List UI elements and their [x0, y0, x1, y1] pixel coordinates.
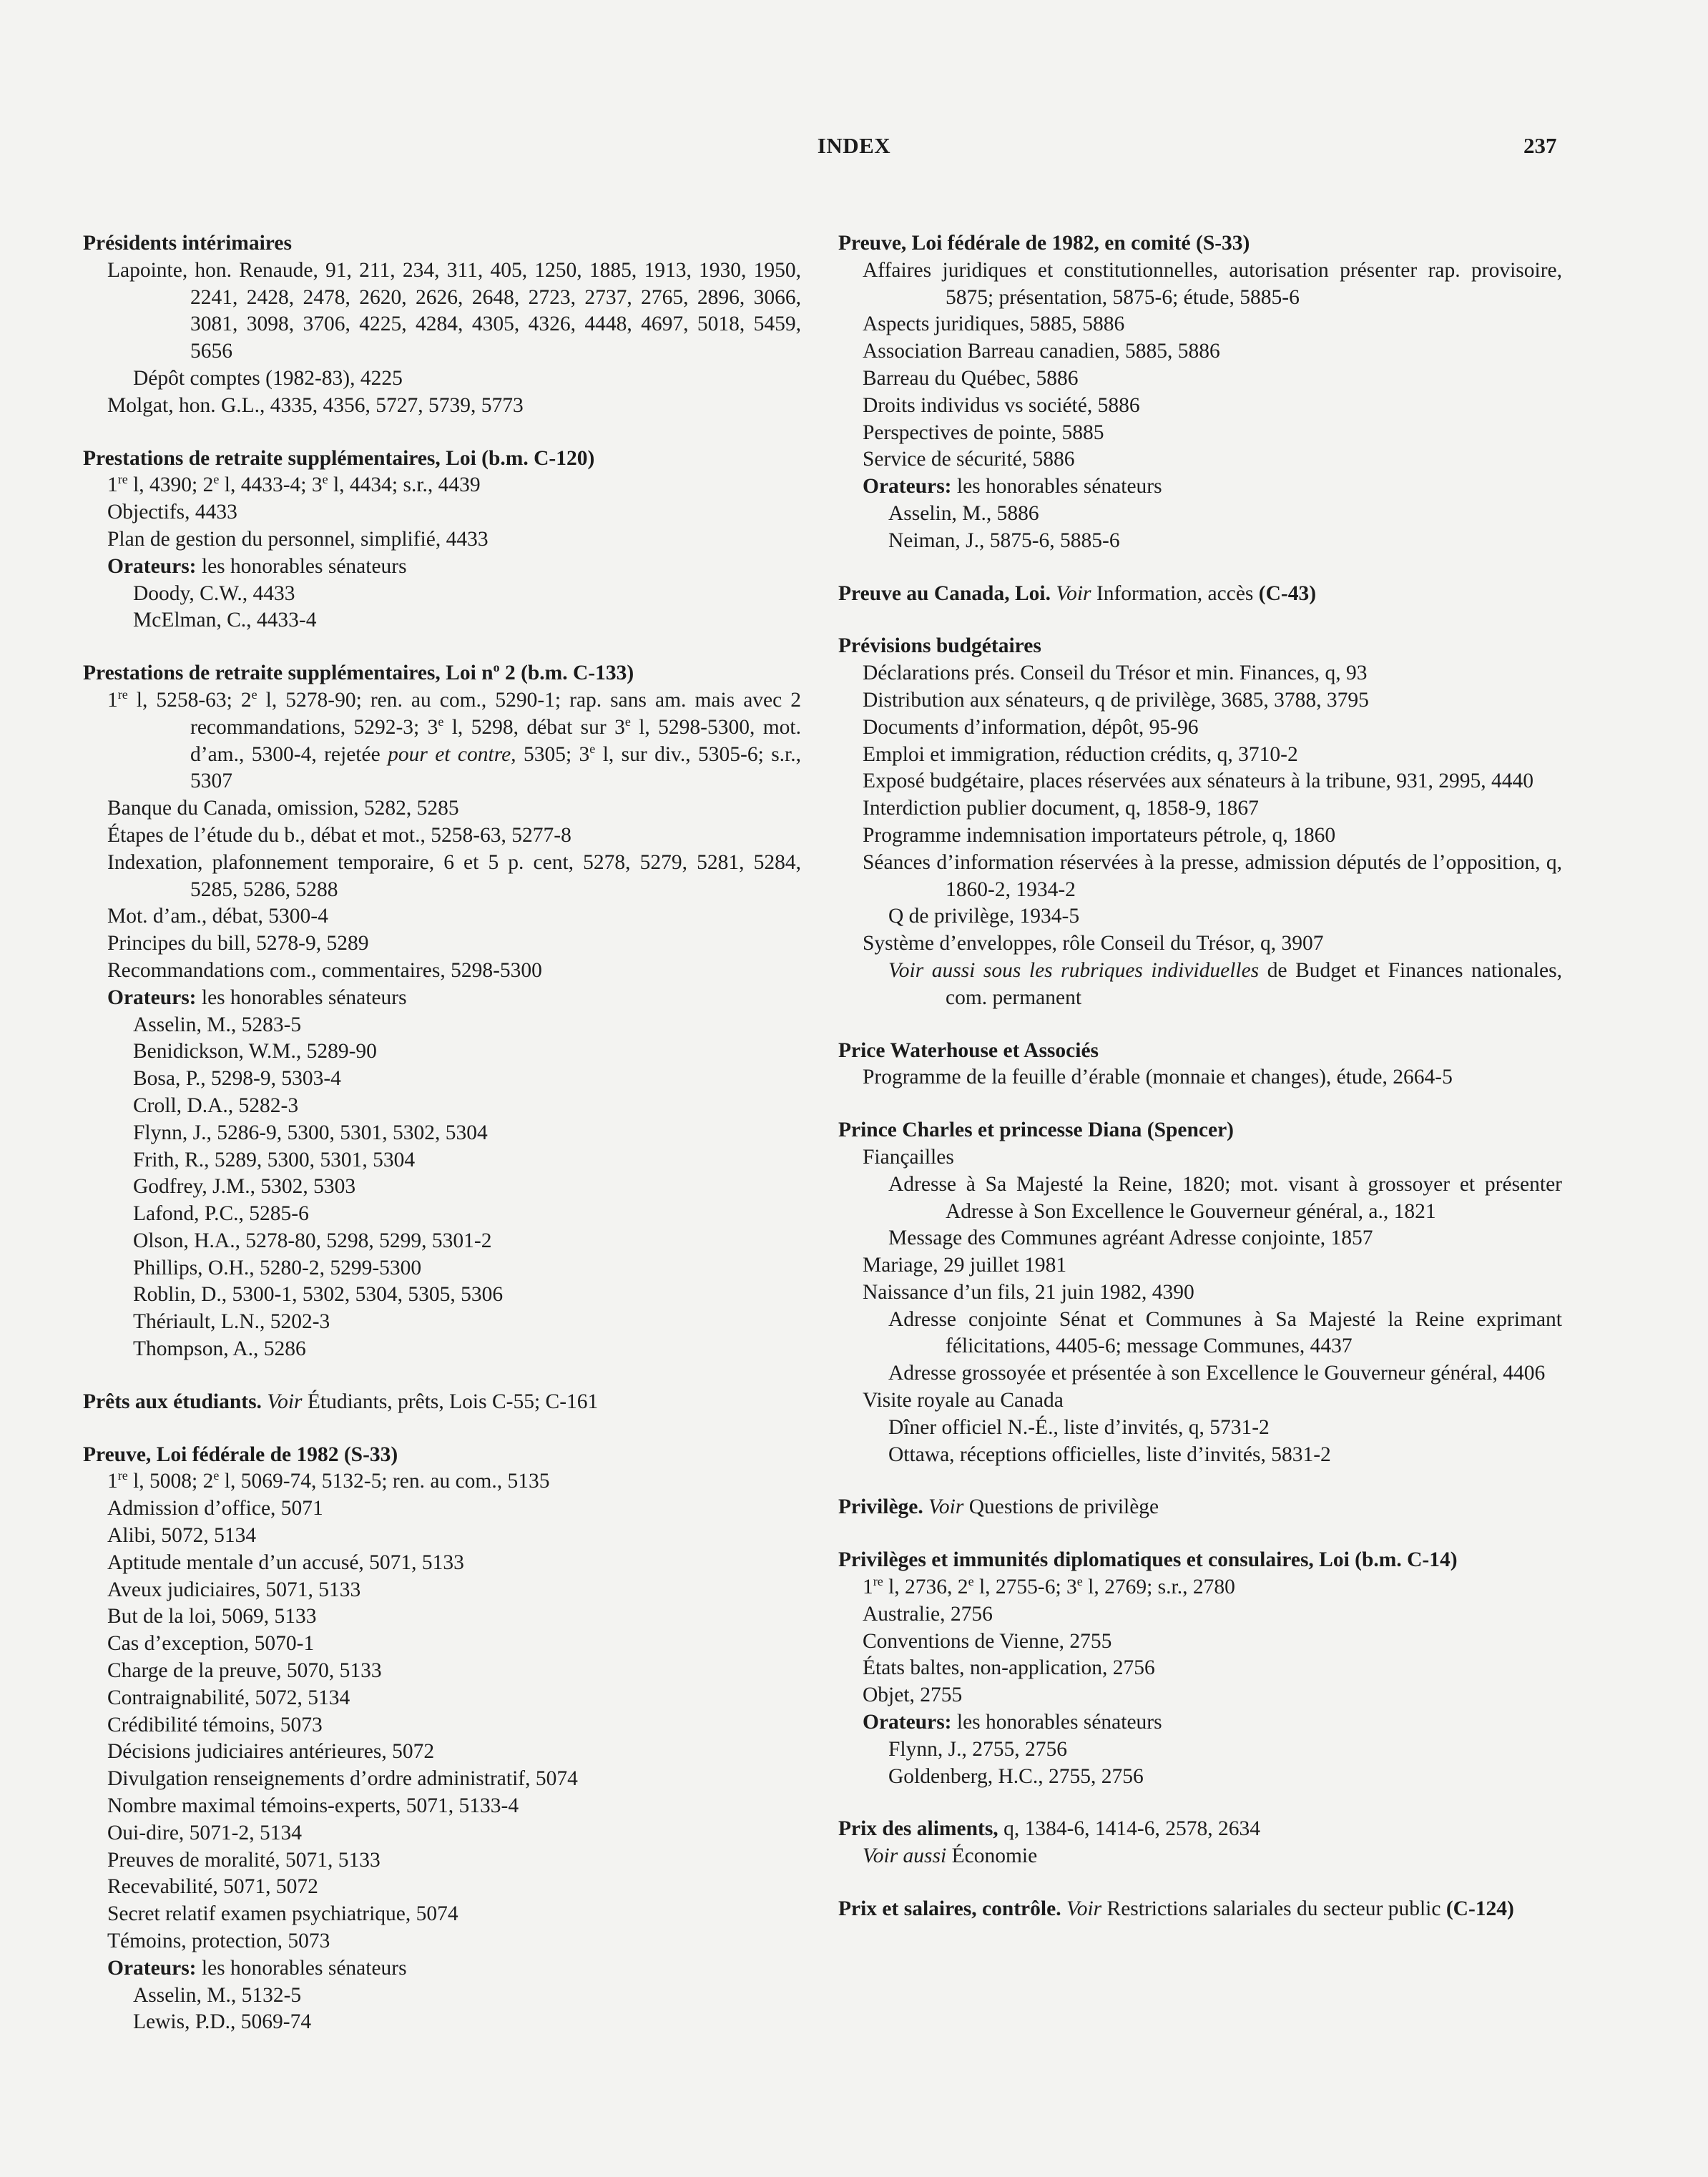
superscript-text: e — [1076, 1574, 1083, 1589]
superscript-text: e — [251, 687, 257, 702]
text-run: l, 4433-4; 3 — [219, 473, 323, 497]
entry-subline — [83, 1793, 801, 1820]
index-entry — [83, 230, 801, 420]
text-run: Déclarations prés. Conseil du Trésor et min. Finances, q, 93 — [863, 662, 1368, 685]
entry-heading — [838, 1117, 1562, 1144]
text-run: Exposé budgétaire, places réservées aux sénateurs à la tribune, 931, 2995, 4440 — [863, 770, 1533, 793]
index-entry — [83, 660, 801, 1363]
superscript-text: e — [968, 1574, 974, 1589]
index-entry — [83, 1442, 801, 2037]
text-run: Flynn, J., 5286-9, 5300, 5301, 5302, 5304 — [133, 1121, 488, 1144]
text-run: Barreau du Québec, 5886 — [863, 366, 1079, 390]
entry-subline — [838, 768, 1562, 795]
text-run: Cas d’exception, 5070-1 — [107, 1632, 315, 1656]
entry-subline — [83, 257, 801, 365]
text-run: de Budget et Finances nationales, com. permanent — [946, 958, 1562, 1009]
entry-heading — [838, 581, 1562, 608]
bold-text: Orateurs: — [107, 986, 197, 1009]
text-run: Thompson, A., 5286 — [133, 1337, 306, 1361]
text-run: Banque du Canada, omission, 5282, 5285 — [107, 797, 459, 820]
entry-subline — [838, 1307, 1562, 1361]
text-run: l, 5008; 2 — [127, 1470, 214, 1493]
text-run: Recevabilité, 5071, 5072 — [107, 1875, 318, 1899]
bold-text: 2 (b.m. C-133) — [499, 662, 634, 685]
text-run: Godfrey, J.M., 5302, 5303 — [133, 1175, 356, 1199]
entry-subline — [83, 1282, 801, 1309]
bold-text: Orateurs: — [107, 554, 197, 578]
superscript-text: e — [213, 472, 220, 487]
entry-heading — [838, 230, 1562, 257]
bold-text: Prévisions budgétaires — [838, 634, 1041, 658]
entry-subline — [83, 1201, 801, 1228]
text-run: Contraignabilité, 5072, 5134 — [107, 1686, 350, 1709]
bold-text: Privilège. — [838, 1495, 923, 1519]
entry-subline — [83, 1982, 801, 2010]
text-run: Lafond, P.C., 5285-6 — [133, 1202, 309, 1226]
bold-text: Orateurs: — [863, 475, 952, 498]
entry-heading — [838, 1547, 1562, 1574]
entry-subline — [838, 1360, 1562, 1387]
entry-subline — [838, 1736, 1562, 1764]
entry-subline — [838, 1601, 1562, 1628]
text-run: Ottawa, réceptions officielles, liste d’invités, 5831-2 — [888, 1443, 1331, 1466]
bold-text: Prestations de retraite supplémentaires, Loi (b.m. C-120) — [83, 446, 595, 470]
text-run: 1 — [107, 1470, 118, 1493]
bold-text: Price Waterhouse et Associés — [838, 1038, 1099, 1062]
text-run: les honorables sénateurs — [951, 1711, 1162, 1734]
text-run: l, sur div., 5305-6; s.r., 5307 — [190, 742, 801, 793]
bold-text: Présidents intérimaires — [83, 232, 292, 255]
entry-subline — [838, 714, 1562, 742]
index-entry — [838, 1038, 1562, 1092]
text-run: Australie, 2756 — [863, 1602, 993, 1626]
entry-subline — [838, 1171, 1562, 1226]
entry-subline — [838, 1279, 1562, 1307]
text-run: Questions de privilège — [963, 1495, 1159, 1519]
text-run: Croll, D.A., 5282-3 — [133, 1094, 299, 1117]
entry-subline — [83, 822, 801, 850]
text-run: Restrictions salariales du secteur public — [1101, 1897, 1446, 1921]
entry-subline — [83, 1712, 801, 1739]
text-run: les honorables sénateurs — [196, 554, 407, 578]
text-run: Admission d’office, 5071 — [107, 1497, 323, 1520]
text-run: Divulgation renseignements d’ordre administratif, 5074 — [107, 1767, 578, 1791]
text-run: l, 4390; 2 — [127, 473, 214, 497]
bold-text: Prêts aux étudiants. — [83, 1390, 262, 1413]
index-entry — [83, 446, 801, 635]
entry-subline — [83, 1658, 801, 1685]
text-run: Plan de gestion du personnel, simplifié, 4433 — [107, 527, 489, 551]
entry-subline — [83, 1336, 801, 1363]
superscript-text: e — [213, 1468, 220, 1483]
entry-subline — [83, 1550, 801, 1577]
italic-text: Voir aussi sous les rubriques individuelles — [888, 958, 1260, 982]
entry-subline — [83, 985, 801, 1012]
text-run: Bosa, P., 5298-9, 5303-4 — [133, 1067, 341, 1091]
entry-heading — [838, 1494, 1562, 1521]
text-run: les honorables sénateurs — [951, 475, 1162, 498]
bold-text: Orateurs: — [863, 1711, 952, 1734]
entry-subline — [838, 1709, 1562, 1736]
text-run: Programme indemnisation importateurs pétrole, q, 1860 — [863, 823, 1336, 847]
bold-text: Preuve, Loi fédérale de 1982 (S-33) — [83, 1443, 398, 1466]
text-run: Témoins, protection, 5073 — [107, 1930, 330, 1953]
index-column-right — [838, 230, 1562, 1949]
text-run: les honorables sénateurs — [196, 1956, 407, 1980]
text-run: Distribution aux sénateurs, q de privilège, 3685, 3788, 3795 — [863, 688, 1369, 712]
entry-subline — [838, 473, 1562, 501]
text-run: Asselin, M., 5132-5 — [133, 1983, 302, 2007]
entry-subline — [838, 742, 1562, 769]
text-run: Dîner officiel N.-É., liste d’invités, q, 5731-2 — [888, 1415, 1270, 1439]
entry-subline — [83, 1093, 801, 1120]
text-run: Molgat, hon. G.L., 4335, 4356, 5727, 5739, 5773 — [107, 393, 524, 417]
entry-subline — [83, 1577, 801, 1604]
entry-subline — [838, 1682, 1562, 1709]
text-run: Adresse à Sa Majesté la Reine, 1820; mot. visant à grossoyer et présenter Adresse à Son Excellence le Gouverneur général, a., 1821 — [888, 1172, 1562, 1223]
text-run: Benidickson, W.M., 5289-90 — [133, 1040, 377, 1063]
text-run: Aptitude mentale d’un accusé, 5071, 5133 — [107, 1551, 464, 1574]
entry-subline — [83, 1066, 801, 1093]
text-run: Documents d’information, dépôt, 95-96 — [863, 715, 1199, 739]
entry-subline — [83, 1685, 801, 1712]
entry-subline — [838, 930, 1562, 958]
entry-subline — [83, 1874, 801, 1901]
entry-subline — [838, 365, 1562, 393]
entry-subline — [838, 822, 1562, 850]
index-entry — [838, 1494, 1562, 1521]
text-run: Nombre maximal témoins-experts, 5071, 5133-4 — [107, 1794, 519, 1818]
text-run: Aveux judiciaires, 5071, 5133 — [107, 1578, 361, 1601]
superscript-text: e — [589, 741, 596, 756]
text-run: Étudiants, prêts, Lois C-55; C-161 — [302, 1390, 599, 1413]
entry-subline — [838, 338, 1562, 365]
text-run: Doody, C.W., 4433 — [133, 581, 295, 605]
text-run: Système d’enveloppes, rôle Conseil du Trésor, q, 3907 — [863, 932, 1324, 955]
italic-text: Voir — [267, 1390, 303, 1413]
text-run: Visite royale au Canada — [863, 1389, 1064, 1412]
text-run: Objet, 2755 — [863, 1684, 963, 1707]
entry-heading — [838, 1038, 1562, 1065]
entry-heading — [83, 660, 801, 687]
text-run: Objectifs, 4433 — [107, 501, 237, 524]
text-run: Naissance d’un fils, 21 juin 1982, 4390 — [863, 1280, 1194, 1304]
entry-subline — [838, 1252, 1562, 1279]
text-run: l, 2769; s.r., 2780 — [1082, 1576, 1235, 1599]
text-run: Lapointe, hon. Renaude, 91, 211, 234, 311, 405, 1250, 1885, 1913, 1930, 1950, 2241, 2428, 2478, 2620, 2626, 2648, 2723, 2737, 2765, 2896, 3066, 3081, 3098, 3706, 4225, 4284, 4305, 4326, 4448, 4697, 5018, 5459, 5656 — [107, 258, 801, 363]
text-run: Flynn, J., 2755, 2756 — [888, 1737, 1067, 1761]
text-run: Frith, R., 5289, 5300, 5301, 5304 — [133, 1148, 416, 1171]
text-run: Économie — [946, 1844, 1038, 1868]
text-run: l, 5298-5300, mot. d’am., 5300-4, rejetée — [190, 715, 802, 766]
entry-subline — [83, 1928, 801, 1955]
text-run: l, 5278-90; ren. au com., 5290-1; rap. sans am. mais avec 2 recommandations, 5292-3; 3 — [190, 688, 801, 739]
entry-subline — [838, 1764, 1562, 1791]
entry-subline — [838, 446, 1562, 473]
entry-subline — [838, 1225, 1562, 1252]
entry-heading — [838, 1896, 1562, 1923]
entry-subline — [83, 2009, 801, 2036]
text-run: Mot. d’am., débat, 5300-4 — [107, 905, 328, 928]
text-run: Principes du bill, 5278-9, 5289 — [107, 932, 369, 955]
entry-subline — [83, 1255, 801, 1282]
text-run: Oui-dire, 5071-2, 5134 — [107, 1821, 303, 1844]
superscript-text: e — [322, 472, 328, 487]
text-run: Crédibilité témoins, 5073 — [107, 1713, 323, 1736]
entry-heading — [838, 1816, 1562, 1843]
text-run: Asselin, M., 5283-5 — [133, 1013, 302, 1036]
italic-text: Voir — [1056, 581, 1091, 605]
entry-subline — [83, 1847, 801, 1874]
text-run: 5305; 3 — [516, 742, 590, 766]
entry-subline — [83, 1228, 801, 1255]
entry-subline — [83, 930, 801, 958]
text-run: l, 4434; s.r., 4439 — [328, 473, 481, 497]
entry-subline — [838, 257, 1562, 312]
entry-subline — [838, 795, 1562, 822]
entry-subline — [83, 687, 801, 795]
text-run: Perspectives de pointe, 5885 — [863, 421, 1104, 444]
text-run: Conventions de Vienne, 2755 — [863, 1629, 1112, 1653]
text-run: 1 — [107, 688, 118, 712]
text-run: Adresse conjointe Sénat et Communes à Sa Majesté la Reine exprimant félicitations, 4405-6; message Communes, 4437 — [888, 1307, 1562, 1358]
entry-subline — [83, 1955, 801, 1982]
entry-subline — [83, 607, 801, 634]
text-run: Étapes de l’étude du b., débat et mot., 5258-63, 5277-8 — [107, 823, 571, 847]
text-run: Aspects juridiques, 5885, 5886 — [863, 313, 1125, 336]
entry-subline — [838, 850, 1562, 904]
index-entry — [838, 581, 1562, 608]
italic-text: Voir aussi — [863, 1844, 947, 1868]
entry-subline — [838, 420, 1562, 447]
bold-text: Prix des aliments, — [838, 1817, 998, 1841]
entry-subline — [83, 1739, 801, 1766]
entry-subline — [83, 1038, 801, 1066]
entry-subline — [838, 501, 1562, 528]
entry-subline — [838, 1655, 1562, 1682]
entry-heading — [83, 446, 801, 473]
text-run: 1 — [107, 473, 118, 497]
bold-text: (C-43) — [1258, 581, 1317, 605]
entry-subline — [838, 311, 1562, 338]
text-run: l, 2755-6; 3 — [973, 1576, 1077, 1599]
entry-subline — [838, 687, 1562, 714]
entry-subline — [83, 1901, 801, 1928]
entry-subline — [838, 1387, 1562, 1415]
entry-subline — [83, 1495, 801, 1523]
entry-subline — [83, 1631, 801, 1658]
text-run: Charge de la preuve, 5070, 5133 — [107, 1659, 382, 1683]
text-run: États baltes, non-application, 2756 — [863, 1656, 1155, 1680]
text-run: Alibi, 5072, 5134 — [107, 1524, 257, 1548]
text-run: Interdiction publier document, q, 1858-9, 1867 — [863, 797, 1259, 820]
superscript-text: re — [117, 1468, 128, 1483]
entry-subline — [83, 1523, 801, 1550]
superscript-text: e — [438, 714, 444, 729]
entry-subline — [83, 526, 801, 554]
superscript-text: re — [873, 1574, 883, 1589]
entry-subline — [83, 499, 801, 526]
index-entry — [838, 230, 1562, 555]
text-run: But de la loi, 5069, 5133 — [107, 1605, 317, 1628]
entry-subline — [83, 581, 801, 608]
text-run: Neiman, J., 5875-6, 5885-6 — [888, 529, 1120, 552]
text-run: l, 5069-74, 5132-5; ren. au com., 5135 — [219, 1470, 550, 1493]
entry-subline — [838, 1574, 1562, 1601]
entry-subline — [83, 1309, 801, 1336]
text-run: Message des Communes agréant Adresse conjointe, 1857 — [888, 1227, 1373, 1250]
text-run: Goldenberg, H.C., 2755, 2756 — [888, 1764, 1144, 1788]
text-run: Dépôt comptes (1982-83), 4225 — [133, 366, 403, 390]
index-entry — [83, 1389, 801, 1416]
text-run: Séances d’information réservées à la presse, admission députés de l’opposition, q, 1860-2, 1934-2 — [863, 850, 1562, 901]
italic-text: Voir — [1066, 1897, 1102, 1921]
text-run: Q de privilège, 1934-5 — [888, 905, 1080, 928]
italic-text: Voir — [928, 1495, 964, 1519]
entry-subline — [83, 1012, 801, 1039]
text-run: Mariage, 29 juillet 1981 — [863, 1254, 1067, 1277]
text-run: l, 5298, débat sur 3 — [443, 715, 625, 739]
superscript-text: re — [117, 687, 128, 702]
italic-text: pour et contre, — [388, 742, 516, 766]
text-run: Indexation, plafonnement temporaire, 6 et 5 p. cent, 5278, 5279, 5281, 5284, 5285, 5286, 5288 — [107, 850, 801, 901]
text-run: Lewis, P.D., 5069-74 — [133, 2010, 312, 2034]
bold-text: Privilèges et immunités diplomatiques et consulaires, Loi (b.m. C-14) — [838, 1548, 1458, 1572]
text-run: l, 5258-63; 2 — [127, 688, 252, 712]
text-run: Affaires juridiques et constitutionnelles, autorisation présenter rap. provisoire, 5875; présentation, 5875-6; étude, 5885-6 — [863, 258, 1562, 309]
entry-subline — [83, 554, 801, 581]
superscript-text: o — [493, 660, 500, 675]
entry-subline — [83, 958, 801, 985]
text-run: Décisions judiciaires antérieures, 5072 — [107, 1740, 435, 1764]
running-title: INDEX — [817, 133, 891, 158]
entry-subline — [83, 1766, 801, 1793]
text-run: Phillips, O.H., 5280-2, 5299-5300 — [133, 1256, 422, 1279]
index-column-left — [83, 230, 801, 2062]
entry-subline — [83, 1603, 801, 1631]
entry-subline — [838, 903, 1562, 930]
text-run: Programme de la feuille d’érable (monnaie et changes), étude, 2664-5 — [863, 1066, 1453, 1089]
entry-subline — [838, 1415, 1562, 1442]
text-run: Droits individus vs société, 5886 — [863, 393, 1140, 417]
entry-heading — [83, 1442, 801, 1469]
text-run: q, 1384-6, 1414-6, 2578, 2634 — [998, 1817, 1260, 1841]
superscript-text: e — [624, 714, 631, 729]
bold-text: Prix et salaires, contrôle. — [838, 1897, 1061, 1921]
text-run: l, 2736, 2 — [883, 1576, 968, 1599]
bold-text: Prestations de retraite supplémentaires, Loi n — [83, 662, 494, 685]
entry-subline — [838, 528, 1562, 555]
bold-text: Prince Charles et princesse Diana (Spencer) — [838, 1119, 1235, 1142]
text-run: Olson, H.A., 5278-80, 5298, 5299, 5301-2 — [133, 1229, 492, 1252]
entry-subline — [83, 850, 801, 904]
bold-text: Preuve, Loi fédérale de 1982, en comité (S-33) — [838, 232, 1250, 255]
bold-text: Preuve au Canada, Loi. — [838, 581, 1051, 605]
entry-heading — [83, 230, 801, 257]
index-entry — [838, 1547, 1562, 1790]
entry-subline — [83, 1820, 801, 1847]
entry-subline — [83, 393, 801, 420]
entry-heading — [838, 633, 1562, 660]
text-run: Asselin, M., 5886 — [888, 501, 1039, 525]
index-entry — [838, 633, 1562, 1011]
text-run: Roblin, D., 5300-1, 5302, 5304, 5305, 5306 — [133, 1283, 504, 1307]
text-run: Fiançailles — [863, 1145, 954, 1169]
entry-subline — [838, 1144, 1562, 1171]
entry-subline — [838, 1628, 1562, 1656]
text-run: McElman, C., 4433-4 — [133, 609, 317, 632]
entry-subline — [838, 1843, 1562, 1870]
entry-subline — [838, 958, 1562, 1012]
index-entry — [838, 1117, 1562, 1468]
text-run: Secret relatif examen psychiatrique, 5074 — [107, 1902, 458, 1926]
entry-subline — [83, 365, 801, 393]
entry-subline — [83, 1174, 801, 1201]
entry-subline — [83, 795, 801, 822]
text-run: Adresse grossoyée et présentée à son Excellence le Gouverneur général, 4406 — [888, 1362, 1546, 1385]
entry-subline — [838, 660, 1562, 687]
superscript-text: re — [117, 472, 128, 487]
text-run: Thériault, L.N., 5202-3 — [133, 1310, 330, 1334]
entry-subline — [838, 1064, 1562, 1091]
index-entry — [838, 1816, 1562, 1870]
entry-subline — [838, 393, 1562, 420]
entry-subline — [83, 1147, 801, 1174]
text-run: Emploi et immigration, réduction crédits, q, 3710-2 — [863, 742, 1298, 766]
text-run: Recommandations com., commentaires, 5298-5300 — [107, 958, 542, 982]
entry-heading — [83, 1389, 801, 1416]
text-run: 1 — [863, 1576, 873, 1599]
bold-text: (C-124) — [1446, 1897, 1514, 1921]
page-number: 237 — [1523, 133, 1557, 158]
entry-subline — [83, 1468, 801, 1495]
text-run: Preuves de moralité, 5071, 5133 — [107, 1848, 381, 1872]
text-run — [1061, 1897, 1066, 1920]
entry-subline — [838, 1442, 1562, 1469]
index-entry — [838, 1896, 1562, 1923]
text-run: Association Barreau canadien, 5885, 5886 — [863, 340, 1220, 363]
bold-text: Orateurs: — [107, 1956, 197, 1980]
entry-subline — [83, 1120, 801, 1147]
entry-subline — [83, 903, 801, 930]
entry-subline — [83, 472, 801, 499]
text-run: Information, accès — [1091, 581, 1259, 605]
text-run: Service de sécurité, 5886 — [863, 448, 1075, 471]
text-run: les honorables sénateurs — [196, 986, 407, 1009]
